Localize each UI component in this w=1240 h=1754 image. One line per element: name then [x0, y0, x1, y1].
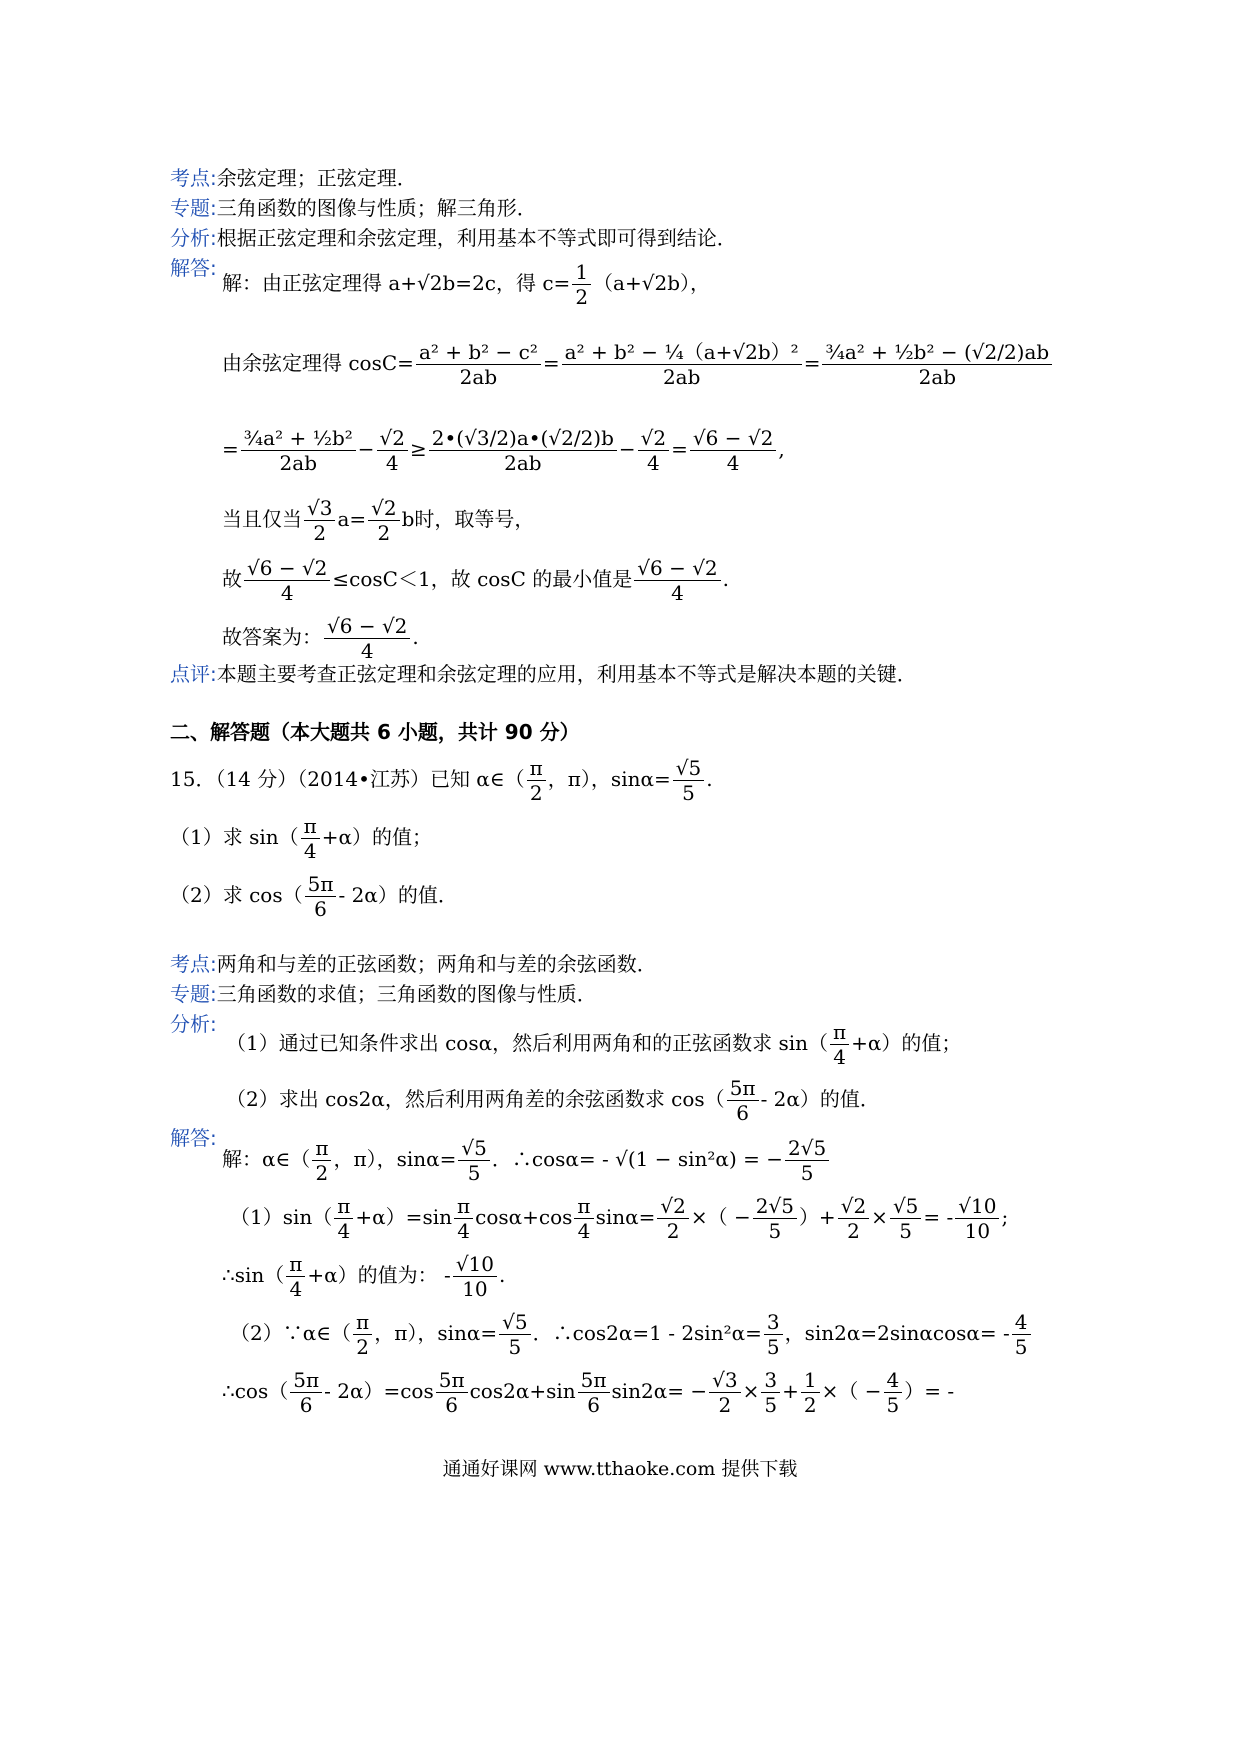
p15-kaodian-line: [170, 950, 657, 978]
p15-text: ．∴cosα= - √(1 − sin²α) = −: [491, 1147, 783, 1171]
p15-text: - 2α）的值．: [338, 883, 458, 907]
denominator: 2: [666, 1219, 680, 1243]
denominator: 5: [899, 1219, 913, 1243]
fraction: [727, 1076, 759, 1125]
fraction: [562, 340, 802, 389]
p15-stem: 15．（14 分）（2014•江苏）已知 α∈（ $\frac{\pi}{2}$ ，π），sinα= $\frac{√5}{5}$ .: [170, 756, 713, 805]
denominator: 2ab: [918, 365, 957, 389]
numerator: 5π: [305, 872, 337, 897]
numerator: 3: [764, 1310, 783, 1335]
numerator: √5: [499, 1310, 530, 1335]
fraction: [527, 756, 546, 805]
fraction: [838, 1194, 869, 1243]
numerator: √3: [709, 1368, 740, 1393]
fraction: [657, 1194, 688, 1243]
fraction: [304, 496, 335, 545]
fraction: [753, 1194, 797, 1243]
fenxi-label: 分析:: [170, 226, 217, 250]
fraction: [955, 1194, 999, 1243]
p15-text: （2）∵α∈（: [230, 1321, 352, 1345]
p15-text: ×: [742, 1379, 760, 1403]
fenxi-line: [170, 224, 737, 252]
numerator: π: [334, 1194, 353, 1219]
denominator: 6: [445, 1393, 459, 1417]
sol14-text: 当且仅当: [222, 507, 302, 531]
fraction: [884, 1368, 903, 1417]
fraction: [305, 872, 337, 921]
p15-text: = -: [923, 1205, 954, 1229]
p15-text: （1）sin（: [230, 1205, 333, 1229]
p15-text: sin2α= −: [611, 1379, 708, 1403]
denominator: 6: [314, 897, 327, 921]
numerator: π: [527, 756, 546, 781]
fraction: [634, 556, 720, 605]
p15-text: （1）通过已知条件求出 cosα，然后利用两角和的正弦函数求 sin（: [226, 1031, 828, 1055]
numerator: √2: [657, 1194, 688, 1219]
p15-text: ．∴cos2α=1 - 2sin²α=: [532, 1321, 762, 1345]
sol14-text: =: [222, 437, 239, 461]
fraction: [324, 614, 410, 663]
sol14-text: −: [357, 437, 375, 461]
numerator: √2: [838, 1194, 869, 1219]
denominator: 4: [457, 1219, 470, 1243]
fenxi-text: 根据正弦定理和余弦定理，利用基本不等式即可得到结论．: [216, 226, 737, 250]
p15-text: +: [782, 1379, 799, 1403]
numerator: √10: [955, 1194, 999, 1219]
numerator: 2•(√3/2)a•(√2/2)b: [429, 426, 617, 451]
fraction: [312, 1136, 331, 1185]
p15-text: - 2α）的值．: [760, 1087, 880, 1111]
numerator: 5π: [578, 1368, 610, 1393]
numerator: √6 − √2: [244, 556, 330, 581]
fenxi-label: 分析:: [170, 1012, 217, 1036]
denominator: 2: [315, 1161, 329, 1185]
sol14-line4: [222, 496, 534, 545]
numerator: √5: [458, 1136, 489, 1161]
sol14-line1: [222, 260, 710, 309]
denominator: 5: [768, 1219, 782, 1243]
p15-fenxi-2: [226, 1076, 880, 1125]
kaodian-label: 考点:: [170, 952, 217, 976]
denominator: 5: [886, 1393, 900, 1417]
p15-fenxi-1: [226, 1020, 961, 1069]
sol14-text: （a+√2b），: [593, 271, 710, 295]
p15-sol-line5: [222, 1368, 954, 1417]
fraction: [1012, 1310, 1031, 1359]
p15-text: ，π），sinα=: [374, 1321, 498, 1345]
denominator: 4: [647, 451, 660, 475]
numerator: 2√5: [753, 1194, 797, 1219]
fraction: [801, 1368, 820, 1417]
sol14-text: ≥: [410, 437, 427, 461]
dianping-line: [170, 660, 917, 688]
kaodian-text: 两角和与差的正弦函数；两角和与差的余弦函数．: [216, 952, 657, 976]
fraction: [638, 426, 669, 475]
numerator: 4: [884, 1368, 903, 1393]
fraction: [368, 496, 399, 545]
fraction: [429, 426, 617, 475]
p15-text: ，π），sinα=: [333, 1147, 457, 1171]
fraction: [436, 1368, 468, 1417]
fraction: [353, 1310, 372, 1359]
p15-text: cosα+cos: [475, 1205, 573, 1229]
p15-text: ×（ −: [690, 1205, 751, 1229]
sol14-text: ≤cosC＜1，故 cosC 的最小值是: [332, 567, 633, 591]
dianping-text: 本题主要考查正弦定理和余弦定理的应用，利用基本不等式是解决本题的关键．: [216, 662, 917, 686]
denominator: 4: [577, 1219, 591, 1243]
zhuanti-label: 专题:: [170, 196, 217, 220]
numerator: ¾a² + ½b² − (√2/2)ab: [822, 340, 1052, 365]
denominator: 2: [847, 1219, 860, 1243]
p15-sol-line2: （1）sin（ $\frac{\pi}{4}$ +α）=sin $\frac{\pi}{4}$ cosα+cos $\frac{\pi}{4}$ sinα= $\frac{√2}{2}$ ×（ − $\frac{2√5}{5}$ ）+ $\frac{√2}{2}$ × $\frac{√5}{5}$ = - $\frac{√10}{10}$ ;: [230, 1194, 1009, 1243]
denominator: 2ab: [279, 451, 317, 475]
sol14-line6: 故答案为： $\frac{√6 - √2}{4}$ .: [222, 614, 419, 663]
kaodian-line: [170, 164, 417, 192]
p15-text: +α）的值；: [851, 1031, 962, 1055]
p15-text: ∴cos（: [222, 1379, 289, 1403]
page-footer: 通通好课网 www.tthaoke.com 提供下载: [442, 1458, 798, 1480]
denominator: 10: [964, 1219, 991, 1243]
zhuanti-text: 三角函数的求值；三角函数的图像与性质．: [216, 982, 597, 1006]
numerator: a² + b² − ¼（a+√2b）²: [562, 340, 802, 365]
numerator: 5π: [727, 1076, 759, 1101]
kaodian-label: 考点:: [170, 166, 217, 190]
fraction: [286, 1252, 305, 1301]
sol14-line2: 由余弦定理得 cosC= $\frac{\text{a² + b² − c²}}{2ab}$ = $\frac{\text{a² + b² − ¼（a+√2b）²}}{2ab}$ = $\frac{\text{¾a² + ½b² − (√2/2)ab}}{2ab}$: [222, 340, 1054, 389]
numerator: π: [312, 1136, 331, 1161]
denominator: 2: [803, 1393, 817, 1417]
sol14-text: a=: [337, 507, 367, 531]
p15-text: 15．（14 分）（2014•江苏）已知 α∈（: [170, 767, 525, 791]
p15-sol-line1: [222, 1136, 831, 1185]
p15-text: ∴sin（: [222, 1263, 285, 1287]
jieda-label: 解答:: [170, 1126, 217, 1150]
p15-text: ，π），sinα=: [547, 767, 671, 791]
p15-text: cos2α+sin: [469, 1379, 576, 1403]
numerator: π: [830, 1020, 849, 1045]
numerator: √5: [890, 1194, 921, 1219]
p15-q2: [170, 872, 458, 921]
p15-zhuanti-line: [170, 980, 597, 1008]
fraction: [673, 756, 704, 805]
sol14-text: b时，取等号，: [401, 507, 535, 531]
numerator: √5: [673, 756, 704, 781]
section-heading: 二、解答题（本大题共 6 小题，共计 90 分）: [170, 720, 580, 744]
numerator: 4: [1012, 1310, 1031, 1335]
fraction: [290, 1368, 322, 1417]
p15-text: sinα=: [595, 1205, 656, 1229]
numerator: √3: [304, 496, 335, 521]
numerator: √2: [368, 496, 399, 521]
p15-sol-line4: [230, 1310, 1033, 1359]
sol14-line3: = $\frac{\text{¾a² + ½b²}}{2ab}$ − $\frac{√2}{4}$ ≥ $\frac{2•(√3/2)a•(√2/2)b}{2ab}$ − $\frac{√2}{4}$ = $\frac{√6 - √2}{4}$ ,: [222, 426, 785, 475]
denominator: 4: [280, 581, 294, 605]
p15-q1: [170, 814, 432, 863]
p15-jieda-label: [170, 1124, 217, 1152]
sol14-text: 故: [222, 567, 242, 591]
fraction: [764, 1310, 783, 1359]
denominator: 2ab: [662, 365, 701, 389]
fraction: [822, 340, 1052, 389]
fraction: [458, 1136, 489, 1185]
fraction: [890, 1194, 921, 1243]
fraction: [574, 1194, 593, 1243]
p15-sol-line3: ∴sin（ $\frac{\pi}{4}$ +α）的值为： - $\frac{√10}{10}$ .: [222, 1252, 506, 1301]
numerator: ¾a² + ½b²: [241, 426, 356, 451]
zhuanti-text: 三角函数的图像与性质；解三角形．: [216, 196, 537, 220]
denominator: 5: [800, 1161, 814, 1185]
denominator: 2: [313, 521, 327, 545]
denominator: 5: [764, 1393, 778, 1417]
zhuanti-line: [170, 194, 537, 222]
denominator: 5: [682, 781, 695, 805]
denominator: 2: [356, 1335, 369, 1359]
denominator: 6: [736, 1101, 749, 1125]
fraction: [334, 1194, 353, 1243]
numerator: 1: [572, 260, 591, 285]
sol14-text: 故答案为：: [222, 625, 322, 649]
denominator: 4: [289, 1277, 303, 1301]
fraction: [241, 426, 356, 475]
denominator: 2: [575, 285, 589, 309]
fraction: [572, 260, 591, 309]
numerator: 5π: [290, 1368, 322, 1393]
denominator: 6: [299, 1393, 313, 1417]
numerator: √10: [453, 1252, 497, 1277]
denominator: 4: [385, 451, 399, 475]
fraction: [244, 556, 330, 605]
denominator: 2ab: [504, 451, 542, 475]
fraction: [578, 1368, 610, 1417]
sol14-text: 解：由正弦定理得 a+√2b=2c，得 c=: [222, 271, 571, 295]
numerator: √6 − √2: [634, 556, 720, 581]
p15-text: ×: [871, 1205, 888, 1229]
p15-text: 解：α∈（: [222, 1147, 311, 1171]
fraction: [709, 1368, 740, 1417]
denominator: 4: [303, 839, 317, 863]
p15-text: +α）的值；: [321, 825, 433, 849]
p15-text: ×（ −: [821, 1379, 882, 1403]
denominator: 4: [337, 1219, 351, 1243]
denominator: 6: [587, 1393, 600, 1417]
denominator: 4: [833, 1045, 846, 1069]
fraction: [454, 1194, 473, 1243]
jieda-label: 解答:: [170, 256, 217, 280]
numerator: π: [353, 1310, 372, 1335]
fraction: [416, 340, 541, 389]
zhuanti-label: 专题:: [170, 982, 217, 1006]
sol14-line5: 故 $\frac{√6 - √2}{4}$ ≤cosC＜1，故 cosC 的最小值是 $\frac{√6 - √2}{4}$ .: [222, 556, 730, 605]
numerator: √2: [377, 426, 408, 451]
numerator: π: [286, 1252, 305, 1277]
dianping-label: 点评:: [170, 662, 217, 686]
denominator: 4: [360, 639, 374, 663]
p15-text: （2）求出 cos2α，然后利用两角差的余弦函数求 cos（: [226, 1087, 725, 1111]
numerator: 1: [801, 1368, 820, 1393]
denominator: 2: [718, 1393, 732, 1417]
denominator: 5: [508, 1335, 522, 1359]
numerator: π: [574, 1194, 593, 1219]
numerator: a² + b² − c²: [416, 340, 541, 365]
denominator: 10: [462, 1277, 488, 1301]
fraction: [377, 426, 408, 475]
p15-text: - 2α）=cos: [324, 1379, 434, 1403]
p15-text: +α）的值为： -: [307, 1263, 451, 1287]
denominator: 4: [726, 451, 740, 475]
jieda-label-14: [170, 254, 217, 282]
numerator: 2√5: [785, 1136, 829, 1161]
p15-text: +α）=sin: [355, 1205, 452, 1229]
numerator: 3: [761, 1368, 780, 1393]
denominator: 5: [766, 1335, 780, 1359]
p15-text: ，sin2α=2sinαcosα= -: [784, 1321, 1010, 1345]
p15-text: ）= -: [904, 1379, 955, 1403]
p15-text: ）+: [798, 1205, 836, 1229]
sol14-text: 由余弦定理得 cosC=: [222, 351, 414, 375]
p15-text: （1）求 sin（: [170, 825, 299, 849]
fraction: [785, 1136, 829, 1185]
denominator: 2: [377, 521, 391, 545]
numerator: √2: [638, 426, 669, 451]
fraction: [301, 814, 320, 863]
p15-fenxi-label: [170, 1010, 217, 1038]
fraction: [761, 1368, 780, 1417]
numerator: π: [454, 1194, 473, 1219]
denominator: 5: [1014, 1335, 1028, 1359]
numerator: √6 − √2: [690, 426, 776, 451]
fraction: [830, 1020, 849, 1069]
numerator: π: [301, 814, 320, 839]
kaodian-text: 余弦定理；正弦定理．: [216, 166, 417, 190]
fraction: [499, 1310, 530, 1359]
denominator: 2ab: [459, 365, 498, 389]
denominator: 2: [529, 781, 543, 805]
p15-text: （2）求 cos（: [170, 883, 303, 907]
fraction: [690, 426, 776, 475]
numerator: 5π: [436, 1368, 468, 1393]
fraction: [453, 1252, 497, 1301]
denominator: 4: [671, 581, 684, 605]
denominator: 5: [467, 1161, 481, 1185]
numerator: √6 − √2: [324, 614, 410, 639]
